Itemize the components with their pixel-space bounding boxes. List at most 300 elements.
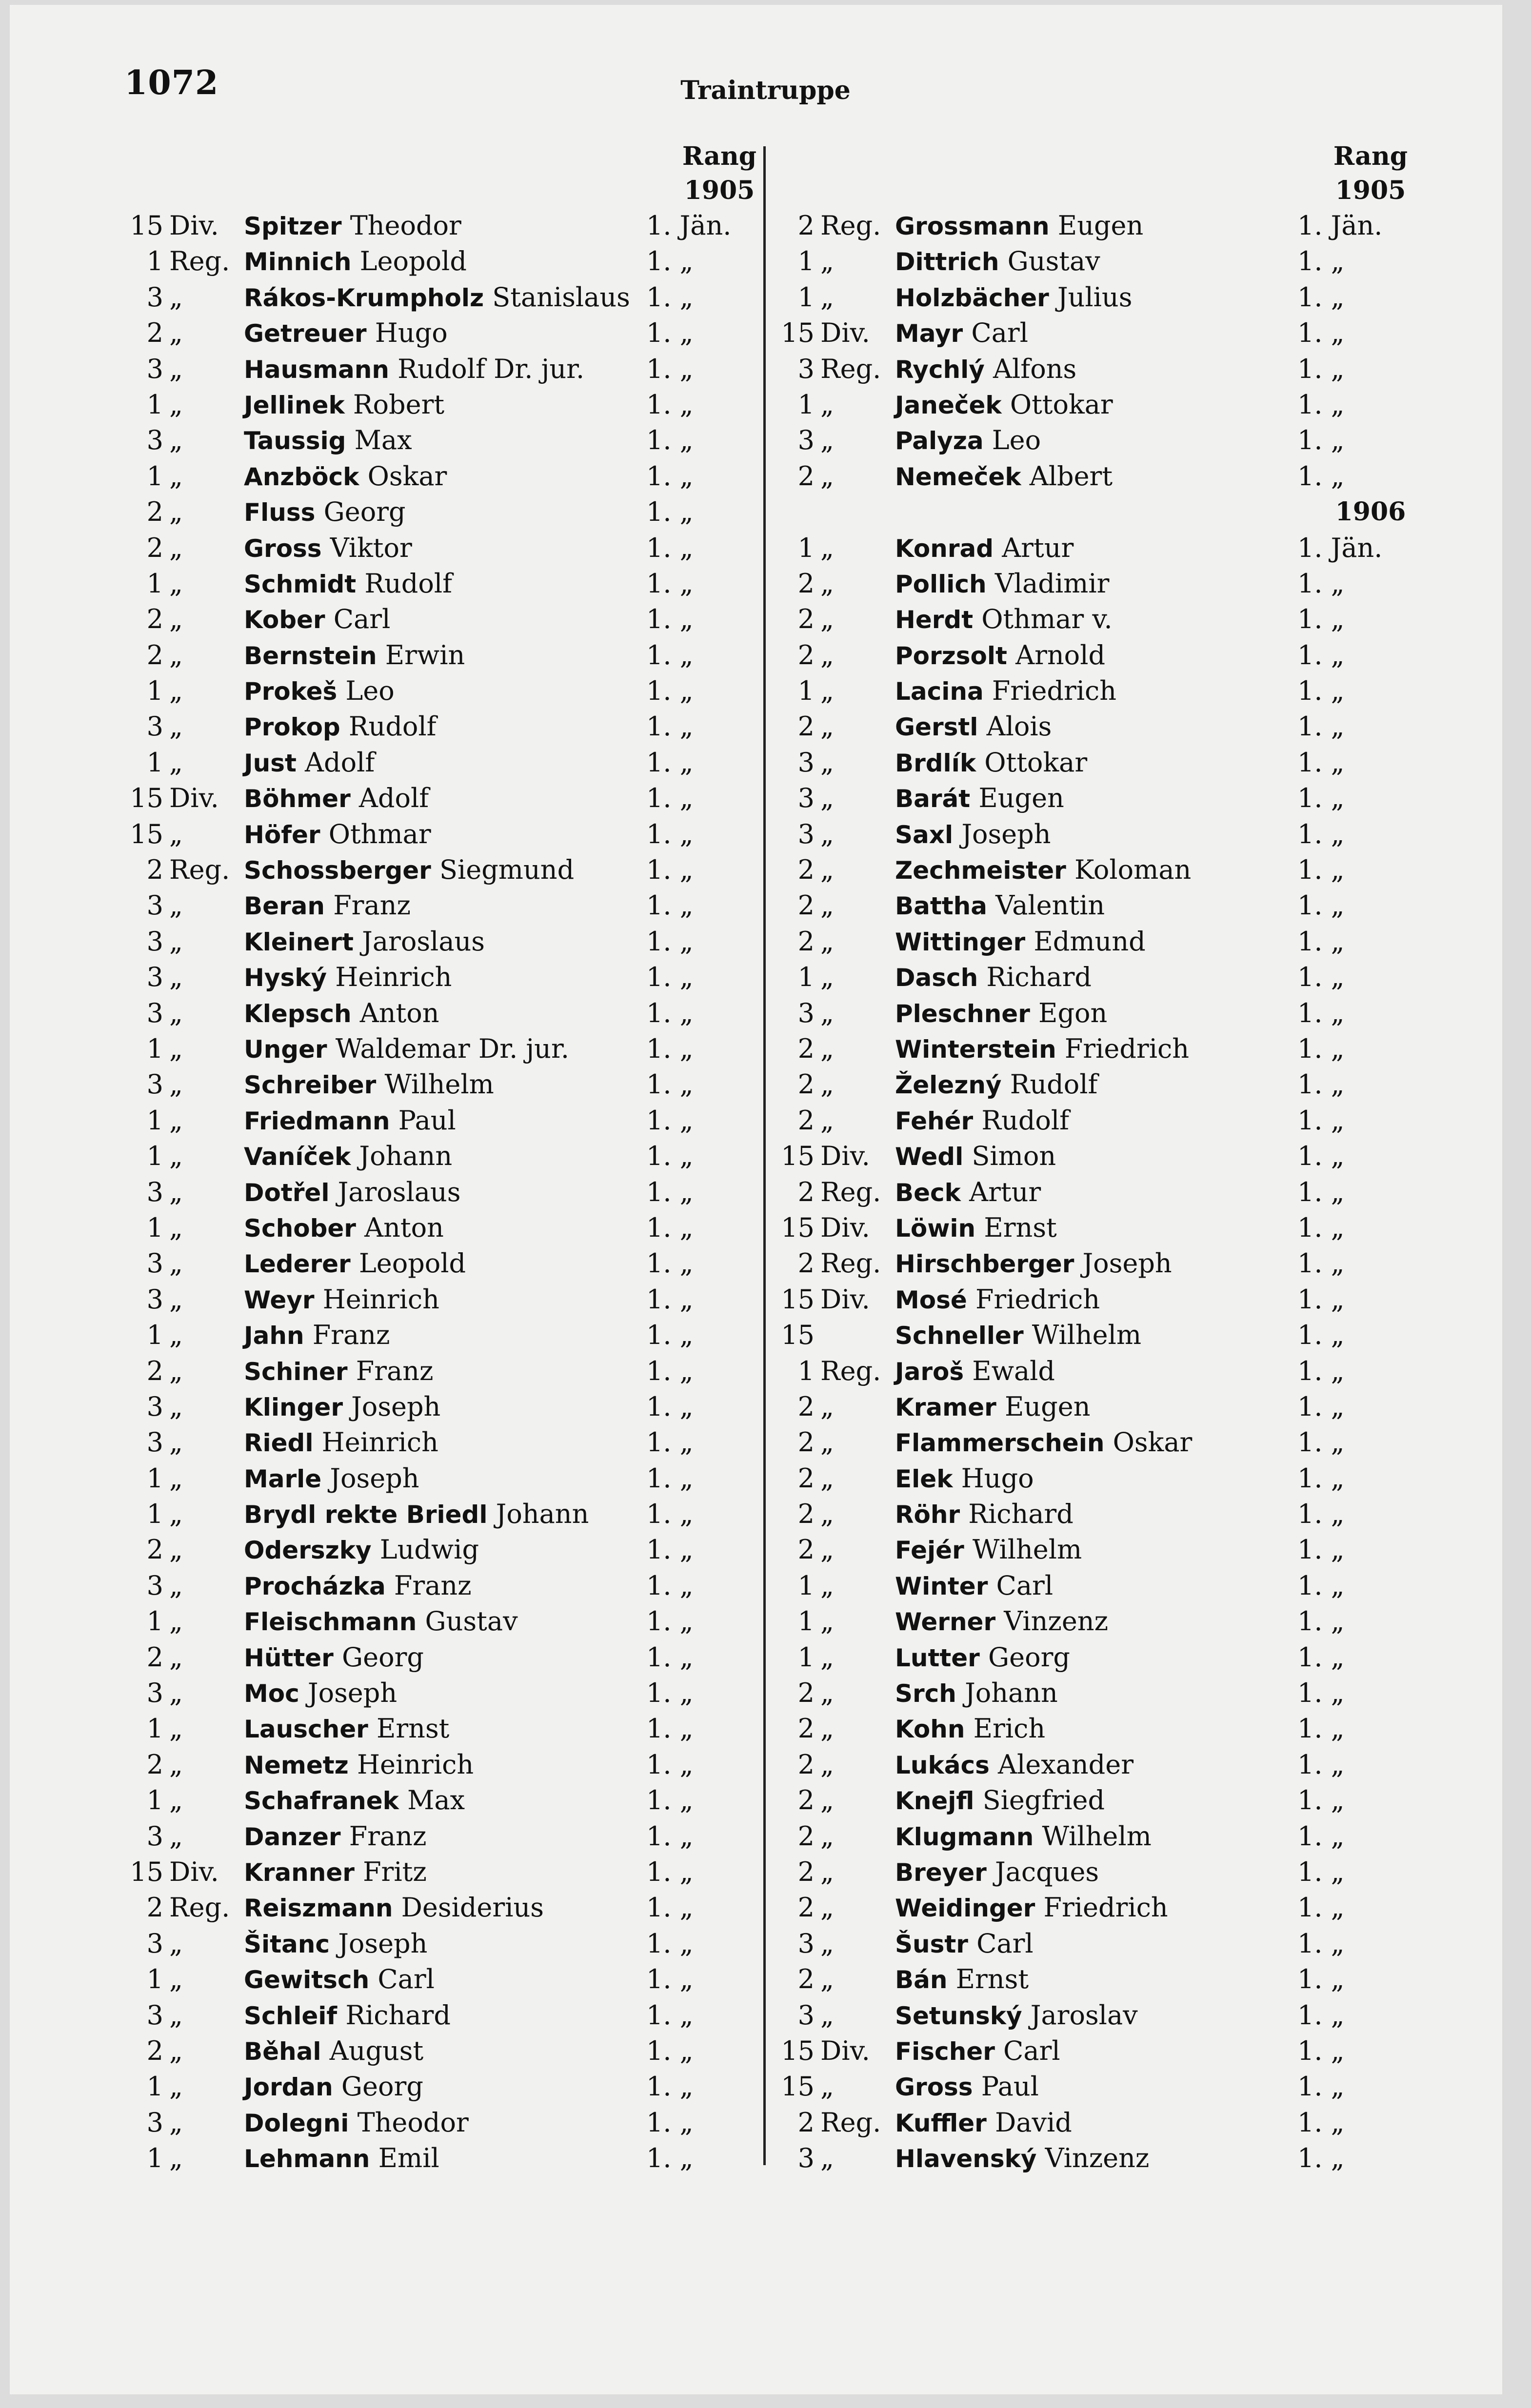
- year-label: 1905: [684, 176, 755, 205]
- surname: Prokop: [244, 713, 340, 742]
- list-item: [775, 924, 1424, 959]
- unit-type: „: [169, 639, 183, 671]
- unit-type: Div.: [820, 317, 870, 349]
- list-item: [124, 2069, 773, 2104]
- rank-date: 1. „: [1297, 1141, 1345, 1172]
- unit-number: 1: [146, 1606, 163, 1637]
- given-name: Joseph: [338, 1928, 428, 1959]
- given-name: Stanislaus: [492, 281, 630, 313]
- given-name: Georg: [342, 1641, 424, 1673]
- unit-type: „: [820, 1928, 834, 1959]
- unit-type: „: [169, 2035, 183, 2066]
- person-name: [895, 351, 1076, 388]
- list-item: [124, 888, 773, 923]
- person-name: [895, 637, 1105, 674]
- surname: Palyza: [895, 427, 984, 455]
- list-item: [124, 673, 773, 709]
- unit-type: „: [169, 1820, 183, 1852]
- surname: Klepsch: [244, 999, 352, 1028]
- unit-number: 1: [797, 1606, 815, 1637]
- list-item: [775, 1782, 1424, 1818]
- person-name: [895, 995, 1107, 1032]
- surname: Wedl: [895, 1143, 964, 1171]
- surname: Fehér: [895, 1106, 974, 1135]
- unit-type: „: [820, 1856, 834, 1887]
- rank-date: 1. „: [1297, 1999, 1345, 2031]
- list-item: [124, 1174, 773, 1210]
- unit-number: 3: [146, 1391, 163, 1422]
- rank-date: 1. „: [646, 1749, 694, 1780]
- surname: Hyský: [244, 964, 327, 992]
- unit-type: „: [169, 604, 183, 635]
- person-name: [244, 1210, 444, 1246]
- given-name: Desiderius: [401, 1892, 544, 1923]
- list-item: [124, 2105, 773, 2140]
- surname: Knejfl: [895, 1787, 974, 1816]
- given-name: Franz: [349, 1820, 427, 1852]
- unit-type: „: [820, 1499, 834, 1530]
- rank-date: 1. „: [646, 1785, 694, 1816]
- person-name: [244, 1317, 390, 1354]
- rank-date: 1. „: [1297, 1033, 1345, 1064]
- unit-number: 2: [146, 2035, 163, 2066]
- unit-type: „: [820, 1678, 834, 1709]
- surname: Jaroš: [895, 1357, 964, 1386]
- unit-type: „: [169, 890, 183, 921]
- person-name: [244, 1066, 494, 1103]
- list-item: [775, 601, 1424, 637]
- unit-number: 15: [130, 818, 163, 849]
- given-name: Jaroslav: [1030, 1999, 1138, 2031]
- person-name: [244, 1174, 460, 1211]
- surname: Werner: [895, 1608, 996, 1637]
- rank-date: 1. „: [1297, 2035, 1345, 2066]
- list-item: [124, 1532, 773, 1567]
- rank-date: 1. „: [1297, 568, 1345, 599]
- unit-type: „: [820, 783, 834, 814]
- rank-date: 1. „: [1297, 962, 1345, 993]
- unit-type: „: [169, 1033, 183, 1064]
- given-name: Carl: [378, 1964, 435, 1995]
- rank-date: 1. „: [1297, 2107, 1345, 2138]
- given-name: Edmund: [1034, 926, 1146, 957]
- rank-date: 1. „: [1297, 1570, 1345, 1601]
- rang-label: Rang: [1333, 141, 1408, 171]
- list-item: [775, 959, 1424, 995]
- unit-type: „: [169, 389, 183, 420]
- surname: Anzböck: [244, 462, 359, 491]
- rank-date: 1. „: [646, 854, 694, 886]
- rank-date: 1. „: [646, 639, 694, 671]
- given-name: Vladimir: [994, 568, 1110, 599]
- unit-number: 3: [146, 2107, 163, 2138]
- unit-number: 1: [797, 962, 815, 993]
- unit-number: 3: [146, 1928, 163, 1959]
- surname: Schleif: [244, 2001, 338, 2030]
- rank-date: 1. „: [1297, 2143, 1345, 2174]
- surname: Gerstl: [895, 713, 978, 742]
- right-rows-1905: [775, 208, 1424, 494]
- unit-number: 1: [797, 1641, 815, 1673]
- unit-type: Reg.: [820, 1248, 881, 1279]
- rank-date: 1. „: [1297, 1534, 1345, 1565]
- unit-type: Reg.: [820, 1355, 881, 1386]
- list-item: [775, 1031, 1424, 1066]
- given-name: Carl: [996, 1570, 1054, 1601]
- unit-number: 1: [146, 2143, 163, 2174]
- rank-date: 1. „: [1297, 926, 1345, 957]
- given-name: Eugen: [1004, 1391, 1091, 1422]
- surname: Kleinert: [244, 928, 354, 956]
- given-name: Max: [407, 1785, 465, 1816]
- list-item: [124, 243, 773, 279]
- surname: Porzsolt: [895, 641, 1007, 670]
- list-item: [775, 1532, 1424, 1567]
- unit-type: „: [169, 1391, 183, 1422]
- list-item: [124, 387, 773, 422]
- surname: Pleschner: [895, 999, 1030, 1028]
- rank-date: 1. „: [646, 890, 694, 921]
- rank-date: 1. „: [646, 1999, 694, 2031]
- given-name: Gustav: [1007, 246, 1100, 277]
- list-item: [124, 959, 773, 995]
- list-item: [124, 1496, 773, 1532]
- person-name: [244, 1568, 472, 1604]
- surname: Gross: [244, 534, 322, 563]
- unit-type: „: [820, 532, 834, 563]
- surname: Röhr: [895, 1500, 960, 1529]
- list-item: [124, 1639, 773, 1675]
- given-name: Egon: [1038, 997, 1108, 1028]
- person-name: [895, 1103, 1069, 1139]
- unit-number: 1: [797, 389, 815, 420]
- rank-date: 1. „: [1297, 675, 1345, 707]
- given-name: Ludwig: [379, 1534, 479, 1565]
- unit-number: 2: [797, 1534, 815, 1565]
- rank-date: 1. „: [1297, 1355, 1345, 1386]
- person-name: [895, 1568, 1053, 1604]
- unit-number: 3: [146, 1999, 163, 2031]
- person-name: [895, 279, 1132, 316]
- surname: Schiner: [244, 1357, 348, 1386]
- rank-date: 1. „: [646, 246, 694, 277]
- surname: Minnich: [244, 248, 352, 276]
- given-name: Anton: [364, 1212, 444, 1243]
- list-item: [775, 1245, 1424, 1281]
- person-name: [244, 1245, 466, 1282]
- person-name: [895, 1639, 1070, 1676]
- unit-number: 3: [797, 783, 815, 814]
- given-name: Franz: [394, 1570, 472, 1601]
- person-name: [244, 351, 584, 388]
- rank-date: 1. „: [646, 568, 694, 599]
- given-name: Artur: [969, 1176, 1041, 1207]
- rank-date: 1. „: [1297, 1749, 1345, 1780]
- unit-number: 3: [146, 962, 163, 993]
- person-name: [895, 2069, 1039, 2105]
- unit-number: 2: [797, 1499, 815, 1530]
- unit-type: „: [820, 389, 834, 420]
- list-item: [775, 888, 1424, 923]
- list-item: [124, 1424, 773, 1460]
- given-name: Johann: [359, 1141, 453, 1172]
- surname: Kramer: [895, 1393, 996, 1421]
- surname: Herdt: [895, 606, 974, 634]
- person-name: [895, 1997, 1138, 2034]
- unit-type: „: [169, 2071, 183, 2102]
- list-item: [124, 458, 773, 494]
- unit-number: 2: [797, 1391, 815, 1422]
- rank-date: 1. „: [1297, 460, 1345, 492]
- rank-date: 1. „: [646, 460, 694, 492]
- unit-number: 2: [797, 210, 815, 241]
- person-name: [244, 709, 437, 745]
- rank-date: 1. „: [646, 317, 694, 349]
- given-name: Johann: [965, 1678, 1058, 1709]
- surname: Hlavenský: [895, 2145, 1037, 2173]
- surname: Nemetz: [244, 1751, 349, 1779]
- given-name: Jaroslaus: [362, 926, 485, 957]
- rank-date: 1. „: [646, 997, 694, 1028]
- person-name: [244, 852, 574, 888]
- rank-date: 1. Jän.: [1297, 532, 1383, 563]
- list-item: [124, 1031, 773, 1066]
- list-item: [124, 709, 773, 744]
- unit-number: 3: [146, 1069, 163, 1100]
- year-separator: [775, 494, 1424, 530]
- given-name: Adolf: [305, 747, 375, 778]
- unit-type: „: [169, 1105, 183, 1136]
- unit-number: 2: [797, 604, 815, 635]
- list-item: [775, 1317, 1424, 1353]
- given-name: Valentin: [995, 890, 1105, 921]
- unit-number: 2: [797, 854, 815, 886]
- person-name: [244, 673, 395, 710]
- person-name: [895, 888, 1105, 924]
- given-name: Ottokar: [1010, 389, 1113, 420]
- list-item: [775, 673, 1424, 709]
- unit-type: „: [169, 1928, 183, 1959]
- unit-type: Div.: [169, 1856, 219, 1887]
- surname: Holzbächer: [895, 283, 1049, 312]
- unit-type: „: [169, 496, 183, 528]
- person-name: [244, 279, 630, 316]
- rank-date: 1. „: [646, 1606, 694, 1637]
- unit-type: „: [820, 711, 834, 742]
- person-name: [895, 208, 1143, 244]
- person-name: [895, 780, 1064, 817]
- given-name: Simon: [972, 1141, 1056, 1172]
- rank-date: 1. „: [1297, 317, 1345, 349]
- unit-number: 2: [797, 1462, 815, 1494]
- unit-type: „: [820, 818, 834, 849]
- person-name: [895, 1461, 1034, 1497]
- unit-number: 3: [146, 1820, 163, 1852]
- rank-date: 1. „: [1297, 1606, 1345, 1637]
- rank-date: 1. „: [646, 1713, 694, 1744]
- surname: Weidinger: [895, 1894, 1035, 1923]
- person-name: [895, 1711, 1045, 1747]
- given-name: Heinrich: [321, 1427, 438, 1458]
- person-name: [244, 780, 429, 817]
- surname: Brydl rekte Briedl: [244, 1500, 488, 1529]
- rank-date: 1. „: [1297, 246, 1345, 277]
- list-item: [775, 1174, 1424, 1210]
- list-item: [775, 709, 1424, 744]
- unit-type: „: [169, 425, 183, 456]
- unit-type: „: [820, 854, 834, 886]
- person-name: [895, 1675, 1058, 1712]
- surname: Jahn: [244, 1322, 304, 1350]
- person-name: [244, 1461, 419, 1497]
- unit-number: 3: [146, 1570, 163, 1601]
- list-item: [775, 1138, 1424, 1174]
- list-item: [124, 1461, 773, 1496]
- rank-date: 1. „: [646, 1105, 694, 1136]
- surname: Kober: [244, 606, 325, 634]
- surname: Danzer: [244, 1822, 341, 1851]
- given-name: Rudolf: [981, 1105, 1070, 1136]
- unit-type: „: [169, 1678, 183, 1709]
- given-name: Alexander: [998, 1749, 1134, 1780]
- given-name: Siegmund: [439, 854, 575, 886]
- list-item: [775, 1568, 1424, 1603]
- rank-date: 1. „: [1297, 1499, 1345, 1530]
- unit-type: „: [820, 1427, 834, 1458]
- list-item: [775, 458, 1424, 494]
- person-name: [895, 2105, 1072, 2141]
- surname: Kohn: [895, 1715, 965, 1744]
- given-name: Leopold: [358, 1248, 466, 1279]
- person-name: [895, 1890, 1168, 1926]
- surname: Setunský: [895, 2001, 1022, 2030]
- list-item: [124, 1603, 773, 1639]
- unit-type: „: [169, 675, 183, 707]
- surname: Nemeček: [895, 462, 1021, 491]
- rank-date: 1. „: [646, 962, 694, 993]
- rank-date: 1. „: [646, 1928, 694, 1959]
- list-item: [124, 1210, 773, 1245]
- unit-number: 2: [146, 854, 163, 886]
- unit-type: „: [820, 1749, 834, 1780]
- unit-number: 2: [797, 890, 815, 921]
- list-item: [124, 1317, 773, 1353]
- given-name: Siegfried: [982, 1785, 1105, 1816]
- list-item: [124, 1568, 773, 1603]
- unit-number: 1: [146, 1713, 163, 1744]
- rank-date: 1. „: [646, 1820, 694, 1852]
- list-item: [124, 1747, 773, 1782]
- person-name: [895, 601, 1113, 638]
- list-item: [124, 780, 773, 816]
- unit-type: „: [169, 1964, 183, 1995]
- rank-date: 1. „: [646, 747, 694, 778]
- unit-type: Div.: [169, 783, 219, 814]
- unit-type: „: [169, 1641, 183, 1673]
- unit-number: 1: [146, 1964, 163, 1995]
- person-name: [895, 1496, 1074, 1533]
- unit-number: 1: [146, 1105, 163, 1136]
- person-name: [895, 1424, 1192, 1461]
- person-name: [895, 959, 1092, 996]
- person-name: [244, 1424, 438, 1461]
- person-name: [895, 1818, 1152, 1855]
- surname: Unger: [244, 1035, 327, 1064]
- person-name: [244, 995, 439, 1032]
- surname: Just: [244, 749, 297, 777]
- rank-date: 1. „: [1297, 1892, 1345, 1923]
- rank-date: 1. Jän.: [646, 210, 732, 241]
- rank-date: 1. „: [646, 783, 694, 814]
- given-name: Viktor: [330, 532, 412, 563]
- unit-number: 1: [146, 1320, 163, 1351]
- rank-date: 1. „: [646, 1283, 694, 1315]
- person-name: [895, 1926, 1034, 1962]
- list-item: [775, 1496, 1424, 1532]
- given-name: Koloman: [1074, 854, 1192, 886]
- unit-type: „: [820, 962, 834, 993]
- person-name: [895, 1210, 1057, 1246]
- list-item: [124, 208, 773, 243]
- unit-type: „: [169, 1176, 183, 1207]
- surname: Lukács: [895, 1751, 990, 1779]
- unit-type: „: [169, 317, 183, 349]
- surname: Elek: [895, 1464, 953, 1493]
- rank-date: 1. „: [1297, 1964, 1345, 1995]
- list-item: [775, 637, 1424, 673]
- left-rows: [124, 208, 773, 2176]
- surname: Srch: [895, 1679, 956, 1708]
- list-item: [124, 852, 773, 888]
- surname: Winter: [895, 1572, 988, 1600]
- given-name: Heinrich: [322, 1283, 439, 1315]
- list-item: [775, 2140, 1424, 2176]
- rank-date: 1. „: [646, 604, 694, 635]
- person-name: [895, 530, 1074, 567]
- surname: Spitzer: [244, 212, 342, 240]
- unit-number: 3: [797, 818, 815, 849]
- page-number: 1072: [124, 63, 219, 102]
- person-name: [895, 1138, 1056, 1175]
- person-name: [895, 924, 1146, 960]
- given-name: Leo: [992, 425, 1041, 456]
- unit-type: „: [820, 675, 834, 707]
- person-name: [244, 1639, 424, 1676]
- list-item: [124, 1389, 773, 1424]
- rank-date: 1. „: [646, 1320, 694, 1351]
- given-name: Rudolf Dr. jur.: [398, 353, 585, 384]
- list-item: [124, 745, 773, 780]
- unit-type: Div.: [820, 1212, 870, 1243]
- rank-date: 1. „: [1297, 639, 1345, 671]
- list-item: [124, 1066, 773, 1102]
- list-item: [775, 279, 1424, 315]
- unit-number: 3: [797, 353, 815, 384]
- surname: Böhmer: [244, 785, 351, 813]
- given-name: Georg: [988, 1641, 1070, 1673]
- given-name: Carl: [971, 317, 1028, 349]
- list-item: [775, 422, 1424, 458]
- list-item: [775, 1747, 1424, 1782]
- surname: Friedmann: [244, 1106, 390, 1135]
- given-name: Friedrich: [1064, 1033, 1190, 1064]
- surname: Rychlý: [895, 355, 985, 384]
- given-name: Johann: [496, 1499, 589, 1530]
- unit-number: 3: [146, 281, 163, 313]
- rank-date: 1. „: [646, 389, 694, 420]
- surname: Rákos-Krumpholz: [244, 283, 484, 312]
- given-name: Oskar: [367, 460, 447, 492]
